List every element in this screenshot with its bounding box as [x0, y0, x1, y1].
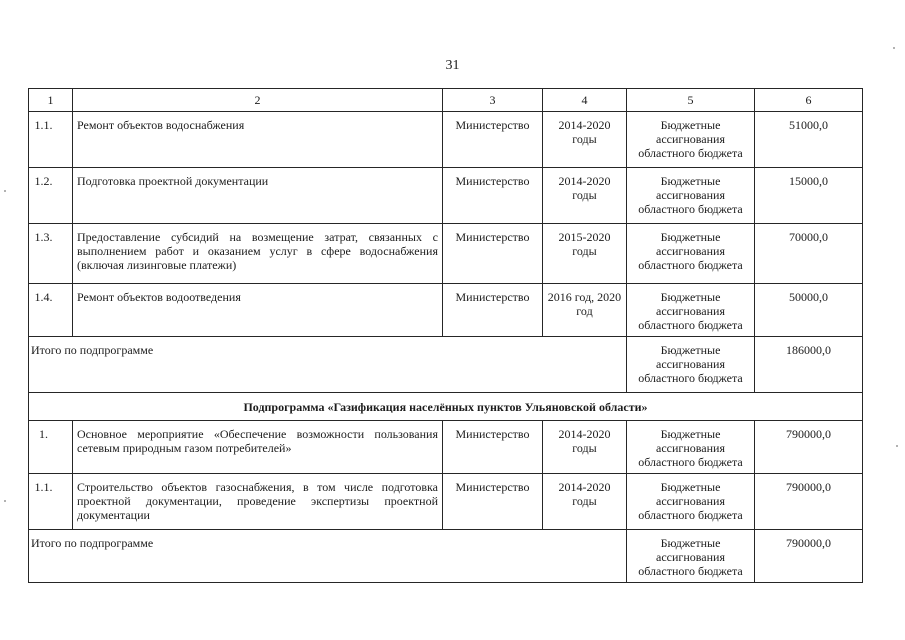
- funding-source: Бюджетные ассигнования областного бюджета: [627, 474, 755, 530]
- row-number: 1.4.: [29, 284, 73, 337]
- table-row: [29, 112, 863, 168]
- executor: Министерство: [443, 224, 543, 284]
- header-col-6: 6: [755, 89, 863, 112]
- measure-name: Ремонт объектов водоснабжения: [73, 112, 443, 168]
- executor: Министерство: [443, 421, 543, 474]
- header-col-1: 1: [29, 89, 73, 112]
- total-funding-source: Бюджетные ассигнования областного бюджета: [627, 337, 755, 393]
- table-row: [29, 284, 863, 337]
- total-label: Итого по подпрограмме: [29, 337, 627, 393]
- total-amount: 186000,0: [755, 337, 863, 393]
- total-amount: 790000,0: [755, 530, 863, 583]
- total-funding-source: Бюджетные ассигнования областного бюджета: [627, 530, 755, 583]
- executor: Министерство: [443, 474, 543, 530]
- table-row: [29, 421, 863, 474]
- row-number: 1.1.: [29, 112, 73, 168]
- measure-name: Основное мероприятие «Обеспечение возможности пользования сетевым природным газом потребителей»: [73, 421, 443, 474]
- period: 2016 год, 2020 год: [543, 284, 627, 337]
- total-row: [29, 530, 863, 583]
- funding-source: Бюджетные ассигнования областного бюджета: [627, 284, 755, 337]
- amount: 50000,0: [755, 284, 863, 337]
- funding-source: Бюджетные ассигнования областного бюджета: [627, 112, 755, 168]
- program-table: [28, 88, 863, 583]
- section-title: Подпрограмма «Газификация населённых пунктов Ульяновской области»: [29, 393, 863, 421]
- header-col-2: 2: [73, 89, 443, 112]
- total-row: [29, 337, 863, 393]
- measure-name: Ремонт объектов водоотведения: [73, 284, 443, 337]
- scan-speck: [893, 47, 895, 49]
- funding-source: Бюджетные ассигнования областного бюджета: [627, 168, 755, 224]
- amount: 790000,0: [755, 421, 863, 474]
- funding-source: Бюджетные ассигнования областного бюджета: [627, 421, 755, 474]
- measure-name: Предоставление субсидий на возмещение затрат, связанных с выполнением работ и оказанием услуг в сфере водоснабжения (включая лизинговые платежи): [73, 224, 443, 284]
- measure-name: Строительство объектов газоснабжения, в том числе подготовка проектной документации, проведение экспертизы проектной документации: [73, 474, 443, 530]
- period: 2015-2020 годы: [543, 224, 627, 284]
- scan-speck: [896, 445, 898, 447]
- measure-name: Подготовка проектной документации: [73, 168, 443, 224]
- page-number: 31: [445, 58, 460, 73]
- executor: Министерство: [443, 168, 543, 224]
- period: 2014-2020 годы: [543, 168, 627, 224]
- funding-source: Бюджетные ассигнования областного бюджета: [627, 224, 755, 284]
- row-number: 1.1.: [29, 474, 73, 530]
- period: 2014-2020 годы: [543, 474, 627, 530]
- row-number: 1.3.: [29, 224, 73, 284]
- executor: Министерство: [443, 284, 543, 337]
- scan-speck: [4, 500, 6, 502]
- header-col-5: 5: [627, 89, 755, 112]
- header-col-3: 3: [443, 89, 543, 112]
- executor: Министерство: [443, 112, 543, 168]
- total-label: Итого по подпрограмме: [29, 530, 627, 583]
- row-number: 1.2.: [29, 168, 73, 224]
- header-col-4: 4: [543, 89, 627, 112]
- row-number: 1.: [29, 421, 73, 474]
- table-row: [29, 224, 863, 284]
- period: 2014-2020 годы: [543, 421, 627, 474]
- period: 2014-2020 годы: [543, 112, 627, 168]
- amount: 790000,0: [755, 474, 863, 530]
- amount: 51000,0: [755, 112, 863, 168]
- scan-speck: [4, 190, 6, 192]
- table-header-row: [29, 89, 863, 112]
- section-row: [29, 393, 863, 421]
- table-row: [29, 474, 863, 530]
- amount: 15000,0: [755, 168, 863, 224]
- table-row: [29, 168, 863, 224]
- amount: 70000,0: [755, 224, 863, 284]
